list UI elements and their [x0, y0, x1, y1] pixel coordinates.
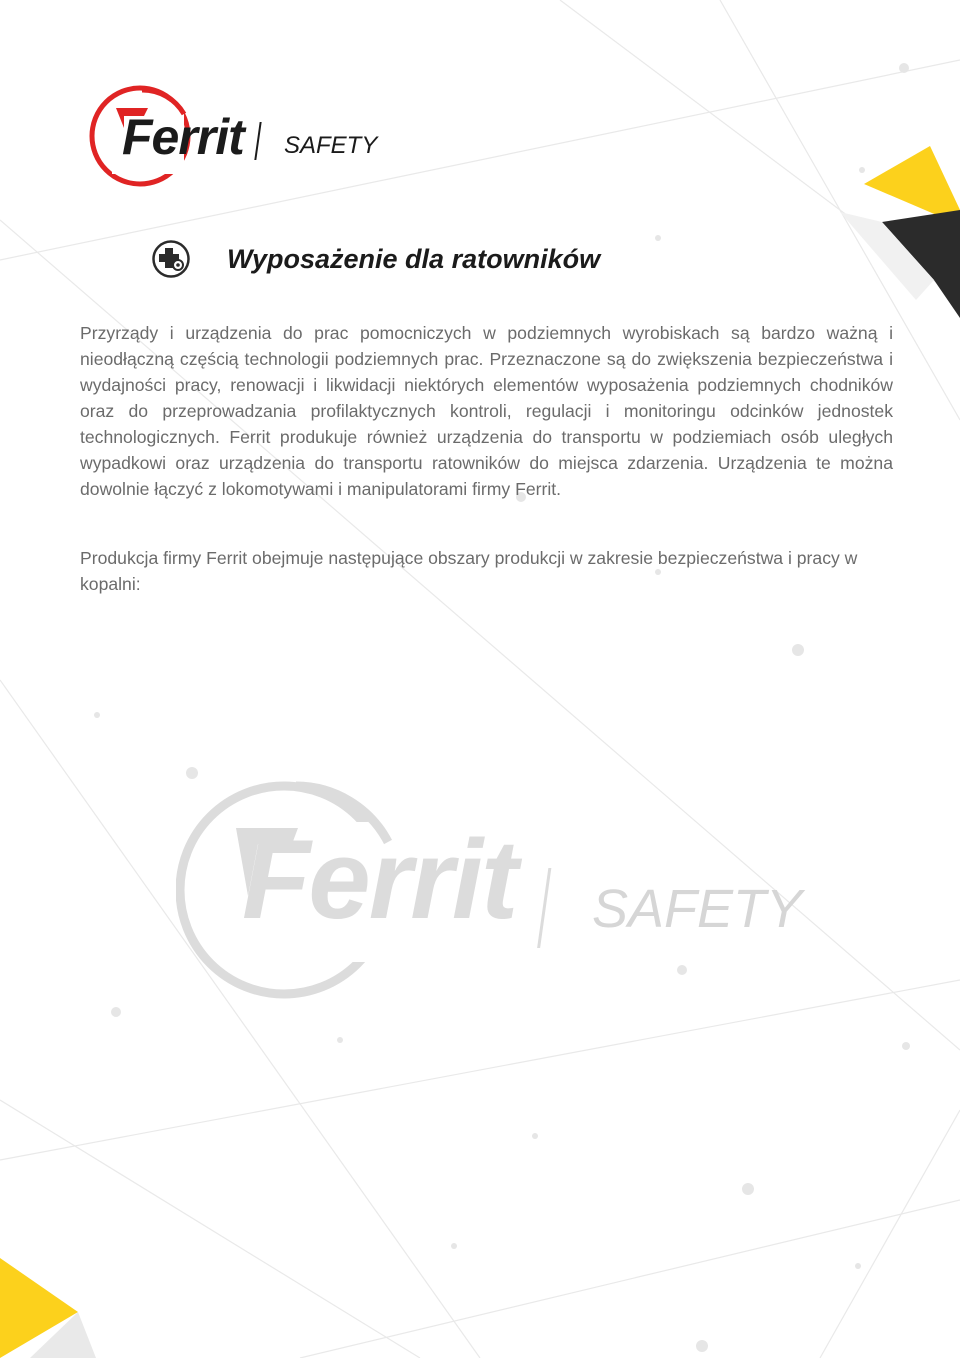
logo-tagline: SAFETY: [284, 132, 378, 159]
watermark-logo-tagline: SAFETY: [592, 879, 803, 939]
logo-name: Ferrit: [122, 109, 244, 165]
watermark-logo: [176, 778, 803, 1004]
scope-paragraph: Produkcja firmy Ferrit obejmuje następujące obszary produkcji w zakresie bezpieczeństwa i pracy w kopalni:: [80, 548, 858, 594]
section-title: Wyposażenie dla ratowników: [227, 244, 601, 274]
intro-paragraph: Przyrządy i urządzenia do prac pomocniczych w podziemnych wyrobiskach są bardzo ważną i nieodłączną częścią technologii podziemnych prac. Przeznaczone są do zwiększenia bezpieczeństwa i wydajności pracy, renowacji i likwidacji niektórych elementów wyposażenia podziemnych chodników oraz do przeprowadzania profilaktycznych kontroli, regulacji i monitoringu odcinków jednostek technologicznych. Ferrit produkuje również urządzenia do transportu w podziemiach osób uległych wypadkowi oraz urządzenia do transportu ratowników do miejsca zdarzenia. Urządzenia te można dowolnie łączyć z lokomotywami i manipulatorami firmy Ferrit.: [80, 323, 893, 499]
watermark-logo-name: Ferrit: [242, 817, 517, 942]
first-aid-gear-icon: [152, 240, 190, 278]
